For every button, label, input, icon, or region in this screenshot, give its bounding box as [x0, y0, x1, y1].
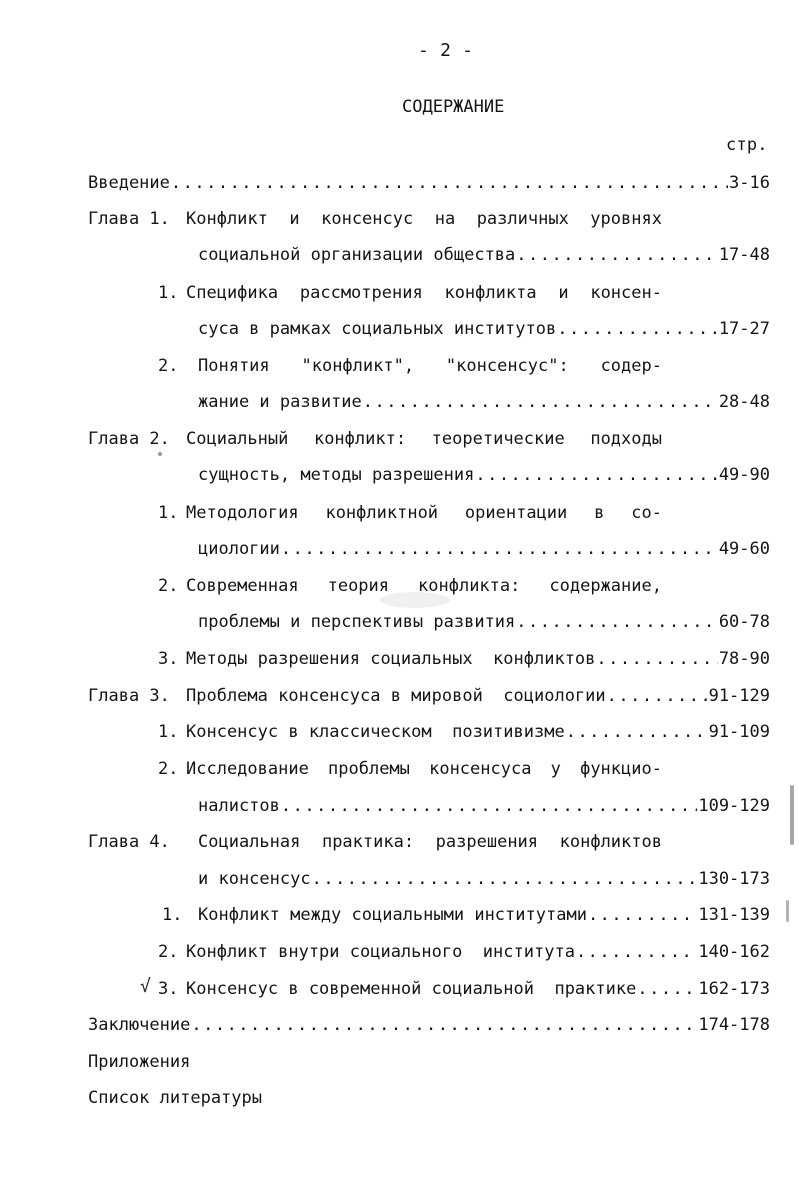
section-number: 1. [158, 722, 179, 742]
chapter-2-title-cont: сущность, методы разрешения ..... 49-90 [198, 464, 770, 486]
check-mark-icon: √ [140, 976, 151, 997]
chapter-4-title-cont: и консенсус ..... 130-173 [198, 868, 770, 890]
toc-entry-pages: 49-90 [718, 465, 770, 485]
leader-dots [607, 685, 708, 707]
leader-dots [576, 941, 697, 963]
toc-entry-pages: 91-129 [708, 686, 770, 706]
leader-dots [191, 1014, 697, 1036]
section-number: 1. [158, 503, 179, 523]
leader-dots [516, 244, 718, 266]
section-number: 3. [158, 979, 179, 999]
toc-entry-pages: 28-48 [718, 392, 770, 412]
toc-entry-pages: 78-90 [718, 649, 770, 669]
document-title: СОДЕРЖАНИЕ [402, 97, 505, 117]
section-2-3-entry: Методы разрешения социальных конфликтов ..... 78-90 [186, 648, 770, 670]
leader-dots [516, 611, 718, 633]
chapter-1-title-cont: социальной организации общества ..... 17-48 [198, 244, 770, 266]
section-number: 2. [158, 759, 179, 779]
toc-entry-pages: 49-60 [718, 539, 770, 559]
toc-entry-pages: 131-139 [698, 905, 770, 925]
scan-artifact [158, 452, 162, 456]
section-1-2-title-line: Понятия "конфликт", "консенсус": содер- [198, 356, 662, 376]
section-2-2-title-line: Современная теория конфликта: содержание, [186, 576, 662, 596]
leader-dots [363, 391, 718, 413]
chapter-2-label: Глава 2. [88, 429, 170, 449]
leader-dots [588, 904, 697, 926]
section-4-2-entry: Конфликт внутри социального института ..... 140-162 [186, 941, 770, 963]
section-number: 3. [158, 649, 179, 669]
chapter-1-label: Глава 1. [88, 209, 170, 229]
toc-entry-pages: 109-129 [698, 796, 770, 816]
toc-entry-pages: 3-16 [729, 173, 770, 193]
toc-entry-pages: 162-173 [698, 979, 770, 999]
section-1-1-title-line: Специфика рассмотрения конфликта и консен- [186, 283, 662, 303]
pages-column-header: стр. [726, 135, 768, 155]
section-3-2-title-cont: налистов ..... 109-129 [198, 795, 770, 817]
section-number: 1. [158, 283, 179, 303]
scan-artifact [786, 900, 789, 922]
leader-dots [566, 721, 708, 743]
section-4-3-entry: Консенсус в современной социальной практике ..... 162-173 [186, 978, 770, 1000]
section-3-2-title-line: Исследование проблемы консенсуса у функцио- [186, 759, 662, 779]
chapter-4-title-line: Социальная практика: разрешения конфликтов [198, 832, 662, 852]
chapter-4-label: Глава 4. [88, 832, 170, 852]
section-number: 2. [158, 576, 179, 596]
chapter-3-label: Глава 3. [88, 686, 170, 706]
section-4-1-entry: Конфликт между социальными институтами ..... 131-139 [198, 904, 770, 926]
toc-entry-pages: 17-27 [718, 319, 770, 339]
toc-entry-pages: 91-109 [708, 722, 770, 742]
section-2-1-title-line: Методология конфликтной ориентации в со- [186, 503, 662, 523]
section-1-1-title-cont: суса в рамках социальных институтов ..... 17-27 [198, 318, 770, 340]
toc-entry-conclusion: Заключение ..... 174-178 [88, 1014, 770, 1036]
toc-entry-intro [88, 172, 770, 194]
section-3-1-entry: Консенсус в классическом позитивизме ..... 91-109 [186, 721, 770, 743]
section-number: 2. [158, 942, 179, 962]
leader-dots [475, 464, 717, 486]
toc-entry-bibliography: Список литературы [88, 1088, 262, 1108]
toc-entry-pages: 140-162 [698, 942, 770, 962]
section-1-2-title-cont: жание и развитие ..... 28-48 [198, 391, 770, 413]
section-number: 2. [158, 356, 179, 376]
toc-entry-appendix: Приложения [88, 1052, 191, 1072]
chapter-1-title-line: Конфликт и консенсус на различных уровнях [186, 209, 662, 229]
leader-dots [596, 648, 717, 670]
leader-dots [557, 318, 718, 340]
section-2-1-title-cont: циологии ..... 49-60 [198, 538, 770, 560]
scan-artifact [380, 592, 450, 608]
leader-dots [281, 795, 697, 817]
toc-entry-title: Введение [88, 173, 170, 193]
chapter-2-title-line: Социальный конфликт: теоретические подходы [186, 429, 662, 449]
toc-entry-pages: 60-78 [718, 612, 770, 632]
section-number: 1. [162, 905, 183, 925]
leader-dots [637, 978, 697, 1000]
page-number: - 2 - [418, 40, 474, 61]
toc-entry-pages: 174-178 [698, 1015, 770, 1035]
toc-entry-pages: 17-48 [718, 245, 770, 265]
chapter-3-entry: Проблема консенсуса в мировой социологии ..... 91-129 [186, 685, 770, 707]
toc-entry-pages: 130-173 [698, 869, 770, 889]
section-2-2-title-cont: проблемы и перспективы развития ..... 60-78 [198, 611, 770, 633]
leader-dots [312, 868, 698, 890]
leader-dots [171, 172, 728, 194]
leader-dots [281, 538, 718, 560]
scan-artifact [790, 785, 794, 845]
